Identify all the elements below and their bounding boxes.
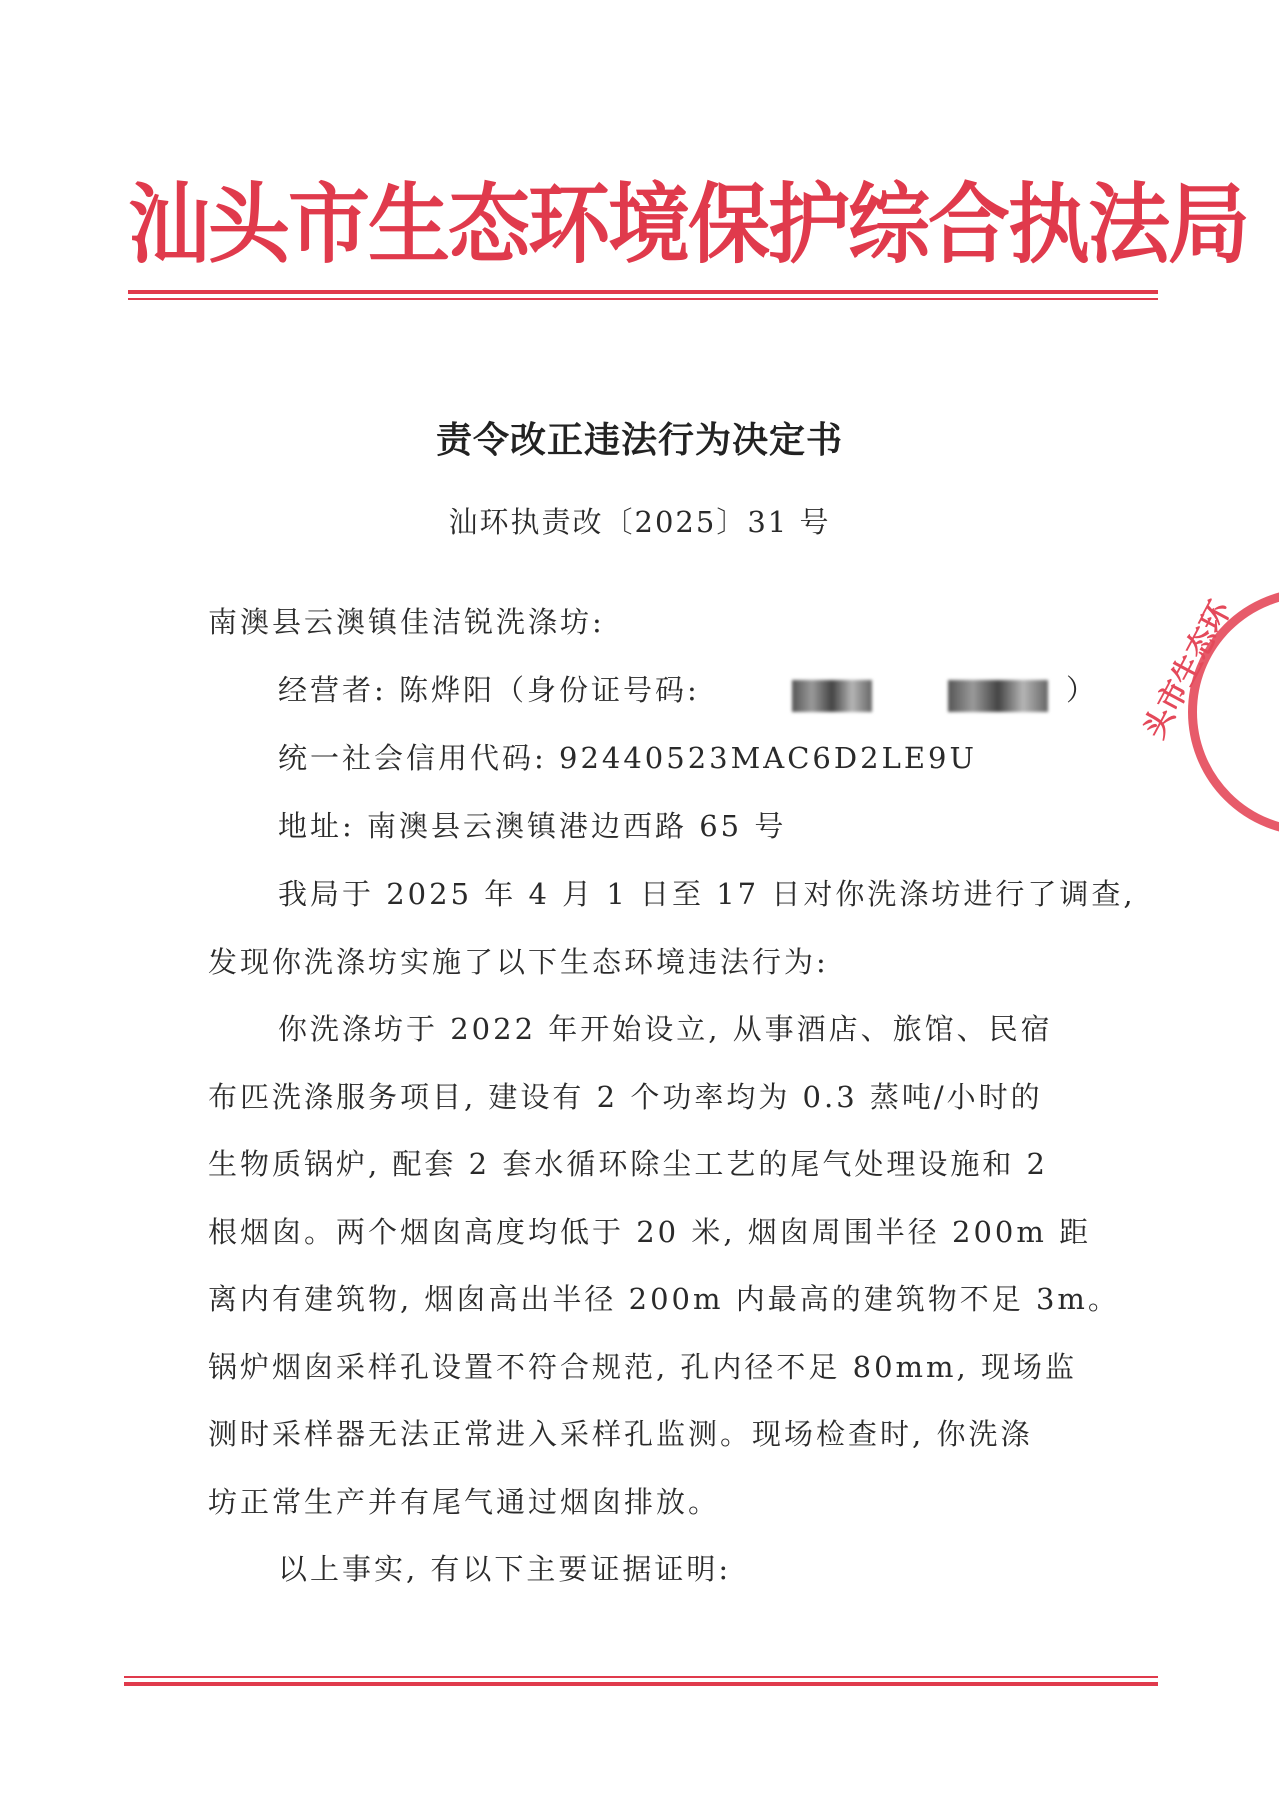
seal-text: 头市生态环 <box>1137 595 1239 745</box>
body-line: 测时采样器无法正常进入采样孔监测。现场检查时, 你洗涤 <box>208 1417 1033 1451</box>
body-line: 生物质锅炉, 配套 2 套水循环除尘工艺的尾气处理设施和 2 <box>208 1147 1048 1181</box>
redacted-id-part-1 <box>792 680 872 712</box>
body-line: 锅炉烟囱采样孔设置不符合规范, 孔内径不足 80mm, 现场监 <box>208 1349 1077 1384</box>
footer-rule-thick <box>124 1682 1158 1686</box>
credit-code: 统一社会信用代码: 92440523MAC6D2LE9U <box>278 741 977 775</box>
operator-line-close: ） <box>1066 673 1099 707</box>
redacted-id-part-2 <box>948 680 1048 712</box>
body-line: 离内有建筑物, 烟囱高出半径 200m 内最高的建筑物不足 3m。 <box>208 1282 1120 1316</box>
body-line: 布匹洗涤服务项目, 建设有 2 个功率均为 0.3 蒸吨/小时的 <box>208 1079 1043 1114</box>
body-line: 我局于 2025 年 4 月 1 日至 17 日对你洗涤坊进行了调查, <box>278 877 1136 911</box>
operator-line-prefix: 经营者: 陈烨阳（身份证号码: <box>278 673 700 707</box>
document-title: 责令改正违法行为决定书 <box>435 420 843 461</box>
masthead-rule-thick <box>128 290 1158 294</box>
recipient-name: 南澳县云澳镇佳洁锐洗涤坊: <box>208 605 605 639</box>
body-line: 发现你洗涤坊实施了以下生态环境违法行为: <box>208 944 829 979</box>
body-line: 坊正常生产并有尾气通过烟囱排放。 <box>208 1484 721 1519</box>
body-line: 根烟囱。两个烟囱高度均低于 20 米, 烟囱周围半径 200m 距 <box>208 1214 1092 1249</box>
body-line: 你洗涤坊于 2022 年开始设立, 从事酒店、旅馆、民宿 <box>278 1012 1053 1046</box>
address: 地址: 南澳县云澳镇港边西路 65 号 <box>278 809 787 843</box>
footer-rule-thin <box>124 1676 1158 1678</box>
agency-masthead: 汕头市生态环境保护综合执法局 <box>128 174 1249 276</box>
operator-line <box>278 668 700 709</box>
body-line: 以上事实, 有以下主要证据证明: <box>278 1552 732 1586</box>
masthead-rule-thin <box>128 298 1158 300</box>
document-number: 汕环执责改〔2025〕31 号 <box>448 505 831 539</box>
